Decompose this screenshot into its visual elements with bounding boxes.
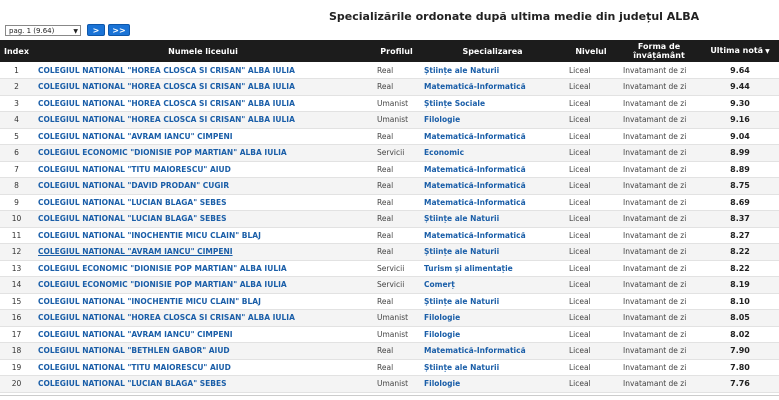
table-row [0, 211, 779, 228]
nivel-cell: Liceal [569, 131, 591, 141]
profil-cell: Servicii [377, 263, 405, 273]
school-name-link[interactable]: COLEGIUL NATIONAL "HOREA CLOSCA SI CRISAN" ALBA IULIA [38, 98, 295, 108]
grade-cell: 8.19 [730, 280, 750, 290]
table-row [0, 194, 779, 211]
forma-cell: Invatamant de zi [623, 296, 687, 306]
school-name-link[interactable]: COLEGIUL ECONOMIC "DIONISIE POP MARTIAN" ALBA IULIA [38, 263, 287, 273]
table-row [0, 293, 779, 310]
table-row [0, 326, 779, 343]
forma-cell: Invatamant de zi [623, 313, 687, 323]
profil-cell: Real [377, 65, 394, 75]
nivel-cell: Liceal [569, 329, 591, 339]
nivel-cell: Liceal [569, 247, 591, 257]
specialization-link[interactable]: Matematică-Informatică [424, 197, 526, 207]
forma-cell: Invatamant de zi [623, 197, 687, 207]
nivel-cell: Liceal [569, 65, 591, 75]
column-header-name[interactable]: Numele liceului [168, 46, 238, 56]
school-name-link[interactable]: COLEGIUL NATIONAL "HOREA CLOSCA SI CRISAN" ALBA IULIA [38, 65, 295, 75]
profil-cell: Umanist [377, 115, 409, 125]
nivel-cell: Liceal [569, 230, 591, 240]
school-name-link[interactable]: COLEGIUL NATIONAL "AVRAM IANCU" CIMPENI [38, 247, 233, 257]
table-row [0, 62, 779, 79]
forma-cell: Invatamant de zi [623, 247, 687, 257]
specialization-link[interactable]: Filologie [424, 379, 461, 389]
table-row [0, 244, 779, 261]
grade-cell: 8.22 [730, 263, 750, 273]
row-index: 13 [11, 263, 22, 273]
row-index: 6 [14, 148, 19, 158]
profil-cell: Real [377, 82, 394, 92]
specialization-link[interactable]: Științe ale Naturii [424, 214, 500, 224]
results-table [0, 40, 779, 393]
grade-cell: 9.64 [730, 65, 750, 75]
row-index: 19 [11, 362, 22, 372]
table-row [0, 95, 779, 112]
profil-cell: Real [377, 362, 394, 372]
specialization-link[interactable]: Turism și alimentație [424, 263, 513, 273]
nivel-cell: Liceal [569, 214, 591, 224]
column-header-index[interactable]: Index [4, 46, 29, 56]
grade-cell: 7.76 [730, 379, 750, 389]
column-header-nivel[interactable]: Nivelul [575, 46, 607, 56]
profil-cell: Umanist [377, 98, 409, 108]
grade-cell: 8.27 [730, 230, 750, 240]
specialization-link[interactable]: Științe ale Naturii [424, 65, 500, 75]
forma-cell: Invatamant de zi [623, 181, 687, 191]
profil-cell: Real [377, 214, 394, 224]
forma-cell: Invatamant de zi [623, 82, 687, 92]
row-index: 4 [14, 115, 19, 125]
table-row [0, 310, 779, 327]
nivel-cell: Liceal [569, 379, 591, 389]
grade-cell: 9.44 [730, 82, 750, 92]
table-row [0, 112, 779, 129]
profil-cell: Real [377, 296, 394, 306]
specialization-link[interactable]: Matematică-Informatică [424, 181, 526, 191]
forma-cell: Invatamant de zi [623, 346, 687, 356]
nivel-cell: Liceal [569, 362, 591, 372]
row-index: 20 [11, 379, 22, 389]
grade-cell: 7.90 [730, 346, 750, 356]
nivel-cell: Liceal [569, 346, 591, 356]
nivel-cell: Liceal [569, 263, 591, 273]
next-page-button[interactable]: > [87, 24, 105, 36]
specialization-link[interactable]: Științe ale Naturii [424, 247, 500, 257]
divider [0, 395, 779, 396]
row-index: 1 [14, 65, 19, 75]
page-select[interactable] [5, 25, 81, 36]
table-row [0, 178, 779, 195]
row-index: 15 [11, 296, 22, 306]
table-row [0, 343, 779, 360]
school-name-link[interactable]: COLEGIUL ECONOMIC "DIONISIE POP MARTIAN" ALBA IULIA [38, 148, 287, 158]
grade-cell: 7.80 [730, 362, 750, 372]
table-row [0, 227, 779, 244]
grade-cell: 9.30 [730, 98, 750, 108]
table-row [0, 260, 779, 277]
forma-cell: Invatamant de zi [623, 98, 687, 108]
row-index: 12 [11, 247, 22, 257]
column-header-nota-label: Ultima notă [710, 46, 764, 55]
table-row [0, 359, 779, 376]
grade-cell: 8.05 [730, 313, 750, 323]
school-name-link[interactable]: COLEGIUL NATIONAL "INOCHENTIE MICU CLAIN" BLAJ [38, 230, 261, 240]
grade-cell: 8.99 [730, 148, 750, 158]
row-index: 5 [14, 131, 19, 141]
table-row [0, 79, 779, 96]
specialization-link[interactable]: Matematică-Informatică [424, 82, 526, 92]
row-index: 9 [14, 197, 19, 207]
specialization-link[interactable]: Matematică-Informatică [424, 346, 526, 356]
grade-cell: 9.04 [730, 131, 750, 141]
school-name-link[interactable]: COLEGIUL NATIONAL "LUCIAN BLAGA" SEBES [38, 379, 227, 389]
nivel-cell: Liceal [569, 181, 591, 191]
specialization-link[interactable]: Matematică-Informatică [424, 230, 526, 240]
column-header-nota[interactable] [701, 40, 779, 62]
forma-cell: Invatamant de zi [623, 280, 687, 290]
school-name-link[interactable]: COLEGIUL NATIONAL "DAVID PRODAN" CUGIR [38, 181, 230, 191]
grade-cell: 8.75 [730, 181, 750, 191]
grade-cell: 8.37 [730, 214, 750, 224]
row-index: 16 [11, 313, 22, 323]
specialization-link[interactable]: Matematică-Informatică [424, 164, 526, 174]
row-index: 10 [11, 214, 22, 224]
nivel-cell: Liceal [569, 164, 591, 174]
school-name-link[interactable]: COLEGIUL NATIONAL "LUCIAN BLAGA" SEBES [38, 214, 227, 224]
school-name-link[interactable]: COLEGIUL NATIONAL "AVRAM IANCU" CIMPENI [38, 131, 233, 141]
school-name-link[interactable]: COLEGIUL NATIONAL "AVRAM IANCU" CIMPENI [38, 329, 233, 339]
school-name-link[interactable]: COLEGIUL NATIONAL "TITU MAIORESCU" AIUD [38, 362, 231, 372]
forma-cell: Invatamant de zi [623, 65, 687, 75]
school-name-link[interactable]: COLEGIUL NATIONAL "HOREA CLOSCA SI CRISAN" ALBA IULIA [38, 82, 295, 92]
forma-cell: Invatamant de zi [623, 214, 687, 224]
table-row [0, 145, 779, 162]
nivel-cell: Liceal [569, 148, 591, 158]
grade-cell: 8.02 [730, 329, 750, 339]
nivel-cell: Liceal [569, 197, 591, 207]
column-header-profil[interactable]: Profilul [380, 46, 413, 56]
forma-cell: Invatamant de zi [623, 131, 687, 141]
page-title: Specializările ordonate după ultima medie din județul ALBA [329, 10, 700, 23]
row-index: 7 [14, 164, 19, 174]
specialization-link[interactable]: Filologie [424, 313, 461, 323]
profil-cell: Real [377, 131, 394, 141]
grade-cell: 8.69 [730, 197, 750, 207]
last-page-button[interactable]: >> [108, 24, 130, 36]
profil-cell: Real [377, 230, 394, 240]
row-index: 14 [11, 280, 22, 290]
school-name-link[interactable]: COLEGIUL NATIONAL "BETHLEN GABOR" AIUD [38, 346, 230, 356]
table-row [0, 161, 779, 178]
nivel-cell: Liceal [569, 98, 591, 108]
specialization-link[interactable]: Științe ale Naturii [424, 362, 500, 372]
grade-cell: 8.22 [730, 247, 750, 257]
sort-desc-icon: ▼ [765, 48, 770, 55]
forma-cell: Invatamant de zi [623, 329, 687, 339]
specialization-link[interactable]: Comerț [424, 280, 455, 290]
table-header-row [0, 40, 779, 62]
forma-cell: Invatamant de zi [623, 148, 687, 158]
profil-cell: Umanist [377, 329, 409, 339]
nivel-cell: Liceal [569, 115, 591, 125]
chevron-down-icon: ▼ [73, 28, 78, 35]
forma-cell: Invatamant de zi [623, 164, 687, 174]
specialization-link[interactable]: Filologie [424, 329, 461, 339]
profil-cell: Umanist [377, 313, 409, 323]
grade-cell: 9.16 [730, 115, 750, 125]
profil-cell: Real [377, 247, 394, 257]
school-name-link[interactable]: COLEGIUL NATIONAL "TITU MAIORESCU" AIUD [38, 164, 231, 174]
profil-cell: Real [377, 164, 394, 174]
forma-cell: Invatamant de zi [623, 379, 687, 389]
nivel-cell: Liceal [569, 280, 591, 290]
specialization-link[interactable]: Matematică-Informatică [424, 131, 526, 141]
nivel-cell: Liceal [569, 296, 591, 306]
specialization-link[interactable]: Științe ale Naturii [424, 296, 500, 306]
table-row [0, 277, 779, 294]
profil-cell: Servicii [377, 148, 405, 158]
grade-cell: 8.10 [730, 296, 750, 306]
row-index: 3 [14, 98, 19, 108]
profil-cell: Real [377, 197, 394, 207]
forma-cell: Invatamant de zi [623, 362, 687, 372]
nivel-cell: Liceal [569, 82, 591, 92]
page-select-value: pag. 1 (9.64) [9, 27, 55, 35]
table-row [0, 376, 779, 393]
forma-cell: Invatamant de zi [623, 230, 687, 240]
specialization-link[interactable]: Filologie [424, 115, 461, 125]
school-name-link[interactable]: COLEGIUL NATIONAL "INOCHENTIE MICU CLAIN" BLAJ [38, 296, 261, 306]
row-index: 2 [14, 82, 19, 92]
nivel-cell: Liceal [569, 313, 591, 323]
row-index: 11 [11, 230, 22, 240]
specialization-link[interactable]: Economic [424, 148, 465, 158]
profil-cell: Real [377, 346, 394, 356]
forma-cell: Invatamant de zi [623, 115, 687, 125]
row-index: 8 [14, 181, 19, 191]
column-header-forma[interactable]: Forma de învățământ [633, 42, 685, 60]
toolbar [0, 0, 779, 40]
school-name-link[interactable]: COLEGIUL NATIONAL "HOREA CLOSCA SI CRISAN" ALBA IULIA [38, 115, 295, 125]
school-name-link[interactable]: COLEGIUL NATIONAL "HOREA CLOSCA SI CRISAN" ALBA IULIA [38, 313, 295, 323]
column-header-spec[interactable]: Specializarea [462, 46, 523, 56]
profil-cell: Servicii [377, 280, 405, 290]
table-row [0, 128, 779, 145]
forma-cell: Invatamant de zi [623, 263, 687, 273]
row-index: 17 [11, 329, 22, 339]
specialization-link[interactable]: Științe Sociale [424, 98, 486, 108]
profil-cell: Real [377, 181, 394, 191]
row-index: 18 [11, 346, 22, 356]
school-name-link[interactable]: COLEGIUL ECONOMIC "DIONISIE POP MARTIAN" ALBA IULIA [38, 280, 287, 290]
school-name-link[interactable]: COLEGIUL NATIONAL "LUCIAN BLAGA" SEBES [38, 197, 227, 207]
grade-cell: 8.89 [730, 164, 750, 174]
profil-cell: Umanist [377, 379, 409, 389]
